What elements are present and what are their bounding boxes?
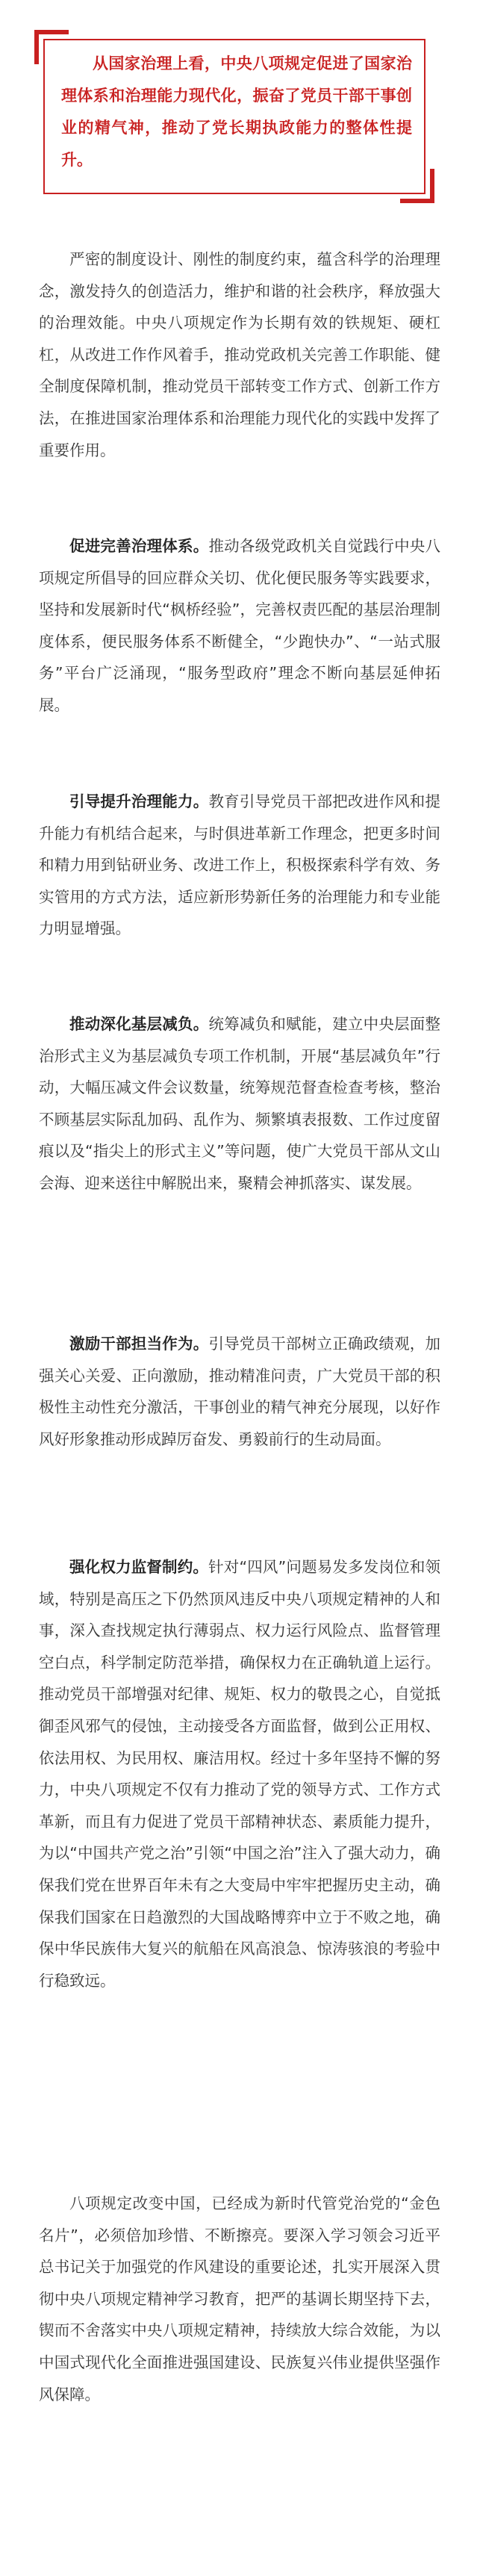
paragraph-text: 针对“四风”问题易发多发岗位和领域，特别是高压之下仍然顶风违反中央八项规定精神的人和事，深入查找规定执行薄弱点、权力运行风险点、监督管理空白点，科学制定防范举措，确保权力在正确轨道上运行。推动党员干部增强对纪律、规矩、权力的敬畏之心，自觉抵御歪风邪气的侵蚀，主动接受各方面监督，做到公正用权、依法用权、为民用权、廉洁用权。经过十多年坚持不懈的努力，中央八项规定不仅有力推动了党的领导方式、工作方式革新，而且有力促进了党员干部精神状态、素质能力提升，为以“中国共产党之治”引领“中国之治”注入了强大动力，确保我们党在世界百年未有之大变局中牢牢把握历史主动，确保我们国家在日趋激烈的大国战略博弈中立于不败之地，确保中华民族伟大复兴的航船在风高浪急、惊涛骇浪的考验中行稳致远。 [39,1558,440,1990]
paragraph-text: 引导党员干部树立正确政绩观，加强关心关爱、正向激励，推动精准问责，广大党员干部的积极性主动性充分激活，干事创业的精气神充分展现，以好作风好形象推动形成踔厉奋发、勇毅前行的生动局面。 [39,1335,441,1448]
paragraph-lead: 促进完善治理体系。 [69,537,209,555]
paragraph-power-supervision [39,1551,440,1996]
paragraph-lead: 强化权力监督制约。 [69,1558,209,1576]
paragraph-governance-system [39,530,440,721]
callout-corner-bottom-right-vertical [430,169,434,203]
callout-corner-top-left [34,30,69,34]
paragraph-governance-capacity [39,786,440,945]
paragraph-cadre-incentives [39,1328,440,1455]
paragraph-lead: 激励干部担当作为。 [69,1335,209,1353]
callout-text: 从国家治理上看，中央八项规定促进了国家治理体系和治理能力现代化，振奋了党员干部干事创业的精气神，推动了党长期执政能力的整体性提升。 [61,55,412,169]
callout-corner-top-left-vertical [34,30,39,64]
paragraph-grassroots-relief [39,1008,440,1199]
paragraph-text: 统筹减负和赋能，建立中央层面整治形式主义为基层减负专项工作机制，开展“基层减负年”行动，大幅压减文件会议数量，统筹规范督查检查考核，整治不顾基层实际乱加码、乱作为、频繁填表报数、工作过度留痕以及“指尖上的形式主义”等问题，使广大党员干部从文山会海、迎来送往中解脱出来，聚精会神抓落实、谋发展。 [39,1015,441,1192]
paragraph-lead: 引导提升治理能力。 [69,792,209,810]
paragraph-text: 八项规定改变中国，已经成为新时代管党治党的“金色名片”，必须倍加珍惜、不断擦亮。要深入学习领会习近平总书记关于加强党的作风建设的重要论述，扎实开展深入贯彻中央八项规定精神学习教育，把严的基调长期坚持下去，锲而不舍落实中央八项规定精神，持续放大综合效能，为以中国式现代化全面推进强国建设、民族复兴伟业提供坚强作风保障。 [39,2194,440,2403]
summary-callout [43,39,425,194]
paragraph-text: 推动各级党政机关自觉践行中央八项规定所倡导的回应群众关切、优化便民服务等实践要求，坚持和发展新时代“枫桥经验”，完善权责匹配的基层治理制度体系，便民服务体系不断健全，“少跑快办”、“一站式服务”平台广泛涌现，“服务型政府”理念不断向基层延伸拓展。 [39,537,441,714]
paragraph-lead: 推动深化基层减负。 [69,1015,209,1033]
paragraph-text: 严密的制度设计、刚性的制度约束，蕴含科学的治理理念，激发持久的创造活力，维护和谐的社会秩序，释放强大的治理效能。中央八项规定作为长期有效的铁规矩、硬杠杠，从改进工作作风着手，推动党政机关完善工作职能、健全制度保障机制，推动党员干部转变工作方式、创新工作方法，在推进国家治理体系和治理能力现代化的实践中发挥了重要作用。 [39,250,440,459]
paragraph-conclusion [39,2188,440,2410]
paragraph-text: 教育引导党员干部把改进作风和提升能力有机结合起来，与时俱进革新工作理念，把更多时间和精力用到钻研业务、改进工作上，积极探索科学有效、务实管用的方式方法，适应新形势新任务的治理能力和专业能力明显增强。 [39,792,441,938]
paragraph-intro [39,243,440,466]
